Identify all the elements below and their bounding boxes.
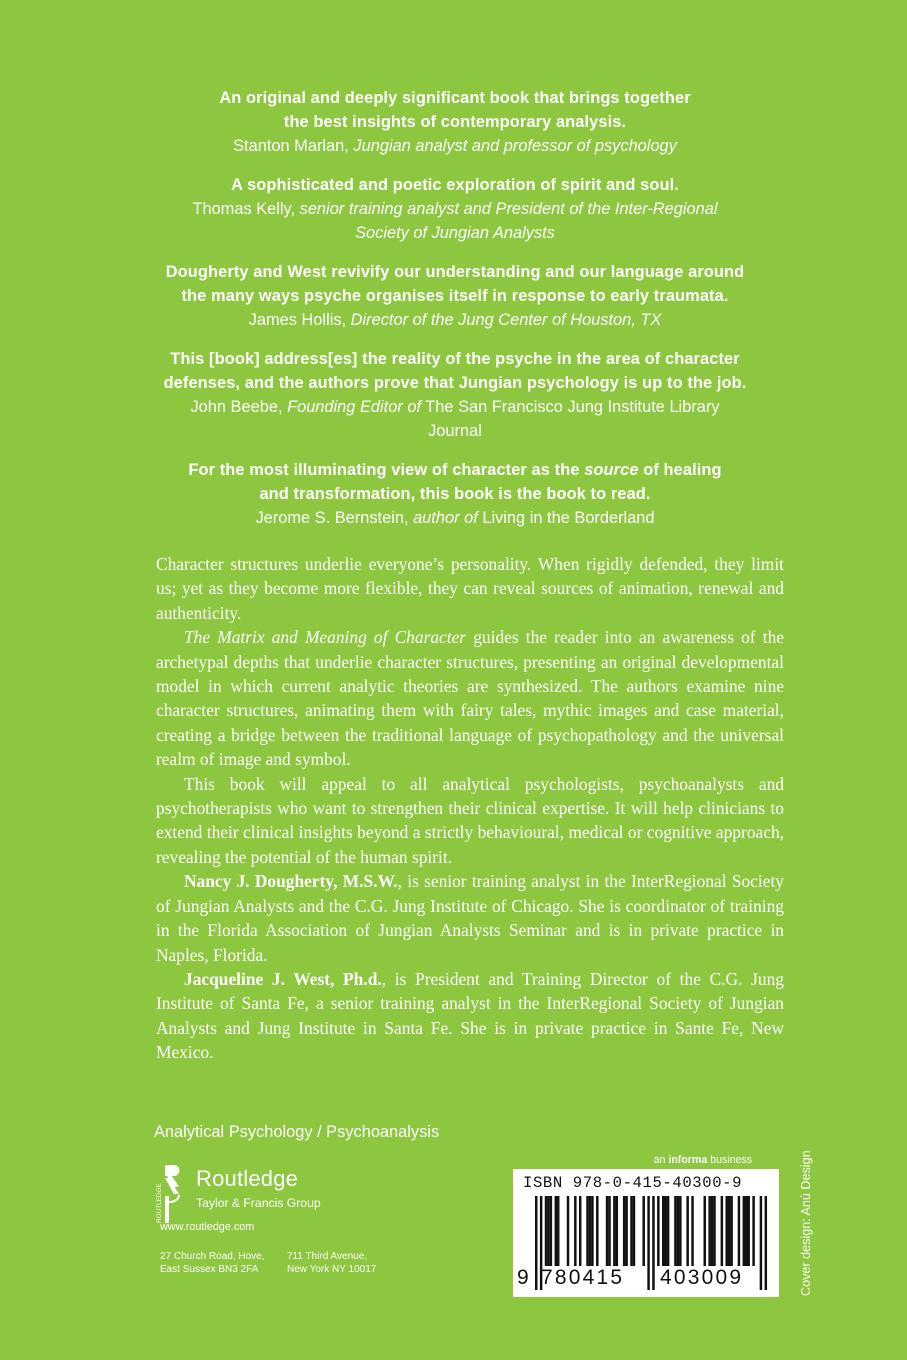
routledge-mark-icon xyxy=(154,1162,180,1224)
quote-line: the best insights of contemporary analysis. xyxy=(283,113,627,131)
barcode-first-digit: 9 xyxy=(517,1266,529,1289)
quote-text xyxy=(130,173,780,197)
blurb-paragraph: Character structures underlie everyone’s personality. When rigidly defended, they limit us; yet as they become more flexible, they can reveal sources of animation, renewal and authenticity. xyxy=(156,554,784,623)
blurb-paragraph: This book will appeal to all analytical psychologists, psychoanalysts and psychotherapists who want to strengthen their clinical expertise. It will help clinicians to extend their clinical insights beyond a strictly behavioural, medical or cognitive approach, revealing the potential of the human spirit. xyxy=(156,773,784,867)
blurb-paragraph xyxy=(156,625,784,771)
barcode-bar xyxy=(667,1196,669,1266)
barcode-bar xyxy=(586,1196,588,1266)
barcode-bar xyxy=(713,1196,715,1266)
barcode-bar xyxy=(625,1196,627,1266)
journal-title: The San Francisco Jung Institute Library xyxy=(425,398,720,416)
quote-hollis xyxy=(130,260,780,332)
informa-pre: an xyxy=(653,1154,666,1166)
author-name: Nancy J. Dougherty, M.S.W. xyxy=(184,871,398,892)
address-hove xyxy=(160,1251,265,1276)
publisher-name: Routledge xyxy=(196,1166,299,1191)
quote-text xyxy=(130,347,780,395)
author-name: Jacqueline J. West, Ph.d. xyxy=(184,968,382,989)
publisher-group: Taylor & Francis Group xyxy=(196,1196,321,1210)
barcode-bar xyxy=(677,1196,679,1266)
barcode-bar xyxy=(623,1196,625,1266)
address-line: New York NY 10017 xyxy=(287,1263,377,1275)
barcode-bar xyxy=(606,1196,608,1266)
barcode-bar xyxy=(608,1196,610,1266)
barcode-bar xyxy=(547,1196,549,1266)
barcode-bar xyxy=(657,1196,659,1266)
attribution-name: Thomas Kelly, xyxy=(192,200,296,218)
barcode-bar xyxy=(738,1196,740,1266)
quote-line: the many ways psyche organises itself in response to early traumata. xyxy=(181,287,729,305)
author-bio: , is senior training analyst in the InterRegional Society of Jungian Analysts and the C.G. Jung Institute of Chicago. She is coordinator of training in the Florida Association of Jungian Analysts Seminar and is in private practice in Naples, Florida. xyxy=(156,871,784,965)
barcode-bar xyxy=(752,1196,754,1266)
author-bio-west xyxy=(156,967,784,1065)
barcode-bar xyxy=(589,1196,591,1266)
quote-line: defenses, and the authors prove that Jungian psychology is up to the job. xyxy=(163,374,747,392)
quote-text xyxy=(130,260,780,308)
attribution-role: Jungian analyst and professor of psychology xyxy=(353,137,677,155)
barcode-digits xyxy=(513,1265,779,1295)
quote-emphasis: source xyxy=(584,461,639,479)
quote-line: An original and deeply significant book that brings together xyxy=(219,89,691,107)
barcode-bar xyxy=(679,1196,681,1266)
barcode-bar xyxy=(545,1196,547,1266)
quote-line: A sophisticated and poetic exploration of spirit and soul. xyxy=(231,176,679,194)
barcode-bar xyxy=(596,1196,598,1266)
attribution-role: Founding Editor of xyxy=(287,398,422,416)
quote-attribution xyxy=(130,308,780,332)
quote-marlan xyxy=(130,86,780,158)
attribution-role: author of xyxy=(413,509,478,527)
quote-kelly xyxy=(130,173,780,245)
quote-attribution xyxy=(130,197,780,245)
barcode-bar xyxy=(550,1196,552,1266)
barcode-bar xyxy=(725,1196,727,1266)
barcode-bar xyxy=(745,1196,747,1266)
address-line: 711 Third Avenue, xyxy=(287,1251,368,1262)
barcode-bar xyxy=(664,1196,666,1266)
barcode-bar xyxy=(574,1196,576,1266)
publisher-website: www.routledge.com xyxy=(160,1221,255,1233)
quote-attribution xyxy=(130,395,780,443)
attribution-name: John Beebe, xyxy=(190,398,283,416)
barcode-bar xyxy=(633,1196,635,1266)
quote-fragment: of healing xyxy=(643,461,722,479)
author-bio-dougherty xyxy=(156,869,784,967)
cover-design-credit: Cover design: Anú Design xyxy=(799,1150,813,1296)
attribution-role: senior training analyst and President of the Inter-Regional xyxy=(299,200,718,218)
attribution-role: Director of the Jung Center of Houston, TX xyxy=(350,311,662,329)
barcode-bar xyxy=(721,1196,723,1266)
barcode-bar xyxy=(555,1196,557,1266)
barcode-bar xyxy=(616,1196,618,1266)
address-new-york xyxy=(287,1251,376,1276)
attribution-role: Society of Jungian Analysts xyxy=(355,224,555,242)
book-title: Living in the Borderland xyxy=(482,509,655,527)
quote-attribution xyxy=(130,506,780,530)
quote-line: This [book] address[es] the reality of the psyche in the area of character xyxy=(170,350,740,368)
quote-text xyxy=(130,86,780,134)
informa-post: business xyxy=(710,1154,752,1166)
barcode-bar xyxy=(704,1196,706,1266)
attribution-name: James Hollis, xyxy=(248,311,347,329)
barcode-bar xyxy=(579,1196,581,1266)
attribution-name: Jerome S. Bernstein, xyxy=(255,509,409,527)
blurb-text: guides the reader into an awareness of the archetypal depths that underlie character structures, presenting an original developmental model in which current analytic theories are synthesized. The authors examine nine character structures, animating them with fairy tales, mythic images and case material, creating a bridge between the traditional language of psychopathology and the universal realm of image and symbol. xyxy=(156,627,784,770)
isbn-text: ISBN 978-0-415-40300-9 xyxy=(523,1174,743,1192)
barcode-bar xyxy=(662,1196,664,1266)
quote-fragment: For the most illuminating view of character as the xyxy=(188,461,580,479)
quote-line: and transformation, this book is the book to read. xyxy=(259,485,651,503)
barcode-bar xyxy=(591,1196,593,1266)
barcode-right-digits: 403009 xyxy=(660,1266,744,1289)
barcode-bar xyxy=(708,1196,710,1266)
address-line: East Sussex BN3 2FA xyxy=(160,1263,259,1275)
barcode-bar xyxy=(728,1196,730,1266)
routledge-mark-text: ROUTLEDGE xyxy=(156,1183,163,1223)
barcode-bar xyxy=(730,1196,732,1266)
barcode-bar xyxy=(630,1196,632,1266)
barcode-bar xyxy=(691,1196,693,1266)
barcode-bar xyxy=(711,1196,713,1266)
attribution-name: Stanton Marlan, xyxy=(233,137,349,155)
book-description xyxy=(156,552,784,1065)
barcode-bar xyxy=(567,1196,569,1266)
address-line: 27 Church Road, Hove, xyxy=(160,1251,265,1262)
quote-attribution xyxy=(130,134,780,158)
barcode-bar xyxy=(557,1196,559,1266)
quote-line: Dougherty and West revivify our understanding and our language around xyxy=(165,263,745,281)
subject-category: Analytical Psychology / Psychoanalysis xyxy=(154,1123,440,1141)
quote-bernstein xyxy=(130,458,780,530)
endorsements xyxy=(130,86,780,545)
author-bio: , is President and Training Director of the C.G. Jung Institute of Santa Fe, a senior training analyst in the InterRegional Society of Jungian Analysts and Jung Institute in Santa Fe. She is in private practice in Sante Fe, New Mexico. xyxy=(156,968,784,1063)
informa-brand: informa xyxy=(668,1154,708,1166)
barcode-bar xyxy=(674,1196,676,1266)
barcode-bar xyxy=(686,1196,688,1266)
informa-tagline xyxy=(654,1153,752,1167)
barcode-left-digits: 780415 xyxy=(541,1266,625,1289)
barcode-bar xyxy=(747,1196,749,1266)
isbn-barcode xyxy=(513,1169,779,1297)
book-title: The Matrix and Meaning of Character xyxy=(184,627,467,648)
quote-beebe xyxy=(130,347,780,443)
barcode-bar xyxy=(642,1196,644,1266)
journal-title: Journal xyxy=(428,422,482,440)
quote-text xyxy=(130,458,780,506)
barcode-bar xyxy=(743,1196,745,1266)
barcode-bar xyxy=(613,1196,615,1266)
